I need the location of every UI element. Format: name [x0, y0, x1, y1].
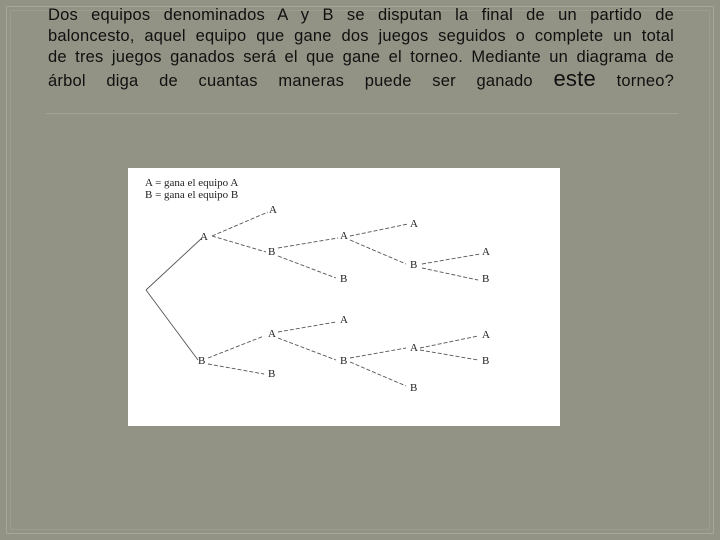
node-a: A: [200, 231, 208, 243]
node-babaa: A: [482, 329, 490, 341]
node-b: B: [198, 355, 206, 367]
tree-edges: [128, 168, 560, 426]
edge-a-b: [212, 236, 266, 252]
edge-abab-a: [422, 254, 480, 264]
question-emphasis-word: este: [553, 66, 596, 91]
edge-abab-b: [422, 268, 478, 280]
node-baa: A: [340, 314, 348, 326]
node-ba: A: [268, 328, 276, 340]
node-aa: A: [269, 204, 277, 216]
question-line-4-end: torneo?: [616, 72, 674, 90]
node-bab: B: [340, 355, 348, 367]
edge-a-a: [212, 212, 268, 236]
node-abaa: A: [410, 218, 418, 230]
node-aba: A: [340, 230, 348, 242]
node-ab: B: [268, 246, 276, 258]
diagram-legend: [145, 177, 238, 201]
node-babab: B: [482, 355, 490, 367]
node-abb: B: [340, 273, 348, 285]
node-babb: B: [410, 382, 418, 394]
edge-baba-b: [420, 350, 478, 360]
title-divider: [46, 113, 678, 114]
node-ababa: A: [482, 246, 490, 258]
node-ababb: B: [482, 273, 490, 285]
edge-bab-b: [350, 362, 406, 386]
question-text: [48, 5, 674, 92]
edge-root-a: [146, 238, 202, 290]
question-line-2: baloncesto, aquel equipo que gane dos juegos seguidos o complete un total: [48, 27, 674, 45]
edge-ba-a: [278, 322, 336, 332]
edge-aba-a: [350, 224, 408, 236]
edge-baba-a: [420, 336, 478, 348]
legend-line-b: B = gana el equipo B: [145, 189, 239, 201]
edge-aba-b: [350, 240, 406, 264]
node-baba: A: [410, 342, 418, 354]
edge-ba-b: [278, 338, 336, 360]
node-abab: B: [410, 259, 418, 271]
legend-line-a: A = gana el equipo A: [145, 177, 239, 189]
question-line-3: de tres juegos ganados será el que gane el torneo. Mediante un diagrama de: [48, 48, 674, 66]
edge-b-a: [208, 336, 264, 358]
question-line-1: Dos equipos denominados A y B se disputan la final de un partido de: [48, 6, 674, 24]
edge-b-b: [208, 364, 264, 374]
question-line-4-start: árbol diga de cuantas maneras puede ser ganado: [48, 72, 533, 90]
tree-diagram: [128, 168, 560, 426]
edge-bab-a: [350, 348, 406, 358]
edge-ab-a: [278, 238, 338, 248]
node-bb: B: [268, 368, 276, 380]
edge-ab-b: [278, 256, 336, 278]
question-line-4: [48, 68, 674, 92]
edge-root-b: [146, 290, 198, 360]
